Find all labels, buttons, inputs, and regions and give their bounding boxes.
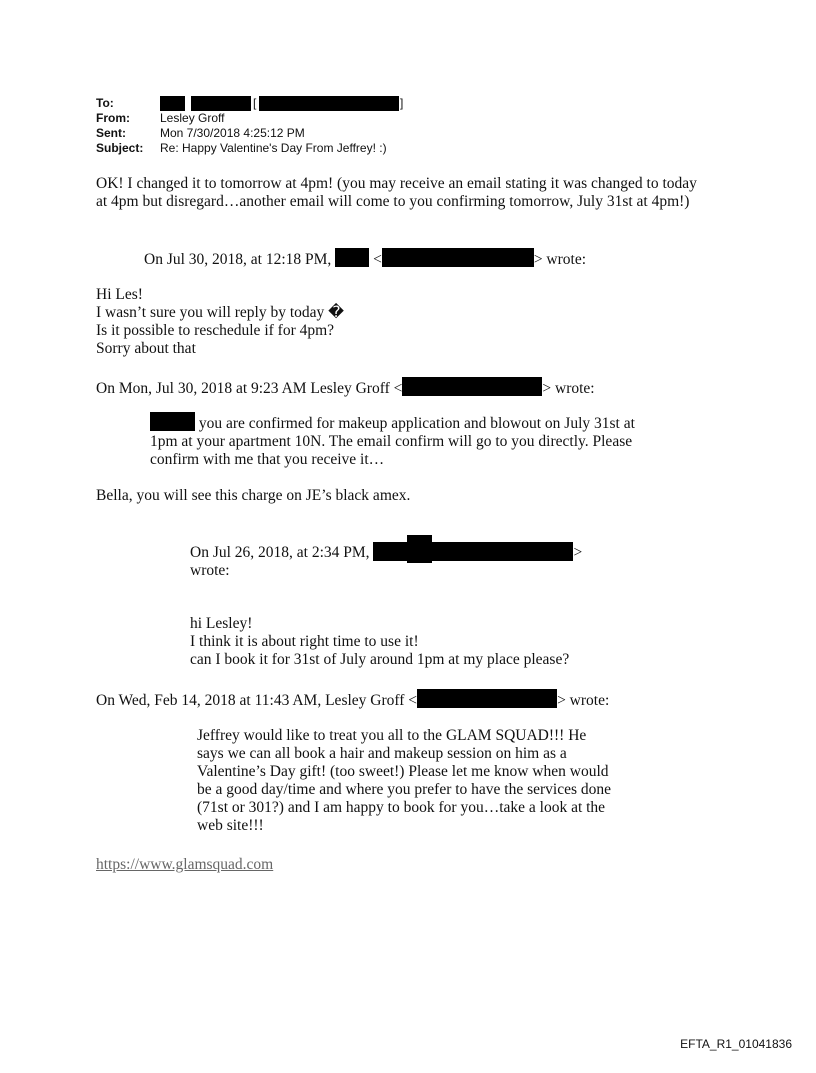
subject-value: Re: Happy Valentine's Day From Jeffrey! :) bbox=[160, 141, 387, 155]
message-line: Sorry about that bbox=[96, 340, 196, 357]
redaction-bar bbox=[417, 689, 557, 708]
quote-date: On Mon, Jul 30, 2018 at 9:23 AM Lesley Groff < bbox=[96, 380, 403, 397]
quote-date: On Wed, Feb 14, 2018 at 11:43 AM, Lesley Groff < bbox=[96, 692, 418, 709]
message-line: says we can all book a hair and makeup session on him as a bbox=[197, 745, 567, 762]
redaction-bar bbox=[160, 96, 185, 111]
quote-wrote: wrote: bbox=[190, 562, 230, 579]
confirm-message bbox=[150, 412, 635, 469]
redaction-bar bbox=[150, 412, 195, 431]
document-id: EFTA_R1_01041836 bbox=[680, 1037, 792, 1051]
quote-date: On Jul 26, 2018, at 2:34 PM, bbox=[190, 544, 370, 561]
quote-header-2 bbox=[96, 377, 595, 398]
quote-header-3 bbox=[190, 541, 582, 580]
hi-lesley-message bbox=[190, 615, 569, 669]
les-message bbox=[96, 286, 344, 358]
sent-label: Sent: bbox=[96, 126, 126, 140]
message-line: I think it is about right time to use it! bbox=[190, 633, 419, 650]
quote-header-4 bbox=[96, 689, 609, 710]
quote-wrote: > wrote: bbox=[533, 251, 587, 268]
angle-open: < bbox=[373, 251, 382, 268]
to-row bbox=[96, 96, 404, 111]
message-line: I wasn’t sure you will reply by today � bbox=[96, 304, 345, 321]
redaction-bar bbox=[382, 248, 534, 267]
to-label: To: bbox=[96, 96, 114, 110]
quote-line bbox=[190, 541, 582, 562]
message-line: Jeffrey would like to treat you all to the GLAM SQUAD!!! He bbox=[197, 727, 587, 744]
message-line bbox=[150, 412, 635, 433]
angle-close: > bbox=[573, 544, 583, 561]
redaction-bar bbox=[191, 96, 251, 111]
message-line: Is it possible to reschedule if for 4pm? bbox=[96, 322, 335, 339]
bella-line: Bella, you will see this charge on JE’s black amex. bbox=[96, 487, 411, 504]
redaction-bar bbox=[259, 96, 399, 111]
message-line: hi Lesley! bbox=[190, 615, 253, 632]
reply-paragraph bbox=[96, 175, 697, 211]
message-line: can I book it for 31st of July around 1pm at my place please? bbox=[190, 651, 570, 668]
glamsquad-link-row bbox=[96, 856, 273, 874]
redaction-bar bbox=[402, 377, 542, 396]
message-line: be a good day/time and where you prefer to have the services done bbox=[197, 781, 612, 798]
reply-line: OK! I changed it to tomorrow at 4pm! (you may receive an email stating it was changed to today bbox=[96, 175, 697, 192]
from-value: Lesley Groff bbox=[160, 111, 225, 125]
from-row bbox=[96, 111, 387, 126]
redaction-bar bbox=[373, 542, 573, 561]
subject-label: Subject: bbox=[96, 141, 144, 155]
message-line: web site!!! bbox=[197, 817, 264, 834]
from-label: From: bbox=[96, 111, 130, 125]
redaction-bar bbox=[335, 248, 369, 267]
message-line: confirm with me that you receive it… bbox=[150, 451, 385, 468]
redaction-group bbox=[373, 541, 573, 560]
reply-line: at 4pm but disregard…another email will come to you confirming tomorrow, July 31st at 4pm!) bbox=[96, 193, 690, 210]
subject-row bbox=[96, 141, 387, 156]
bracket-open: [ bbox=[253, 96, 257, 110]
message-line: (71st or 301?) and I am happy to book for you…take a look at the bbox=[197, 799, 606, 816]
message-line: Valentine’s Day gift! (too sweet!) Please let me know when would bbox=[197, 763, 609, 780]
sent-value: Mon 7/30/2018 4:25:12 PM bbox=[160, 126, 305, 140]
bracket-close: ] bbox=[400, 96, 404, 110]
jeffrey-message bbox=[197, 727, 611, 835]
quote-date: On Jul 30, 2018, at 12:18 PM, bbox=[144, 251, 332, 268]
sent-row bbox=[96, 126, 387, 141]
glamsquad-link[interactable]: https://www.glamsquad.com bbox=[96, 856, 274, 873]
message-text: you are confirmed for makeup application and blowout on July 31st at bbox=[195, 415, 635, 432]
redaction-bar bbox=[407, 535, 432, 563]
quote-wrote: > wrote: bbox=[557, 692, 610, 709]
message-line: 1pm at your apartment 10N. The email confirm will go to you directly. Please bbox=[150, 433, 633, 450]
email-header bbox=[96, 96, 404, 156]
quote-header-1 bbox=[144, 248, 586, 269]
quote-wrote: > wrote: bbox=[542, 380, 595, 397]
message-line: Hi Les! bbox=[96, 286, 143, 303]
